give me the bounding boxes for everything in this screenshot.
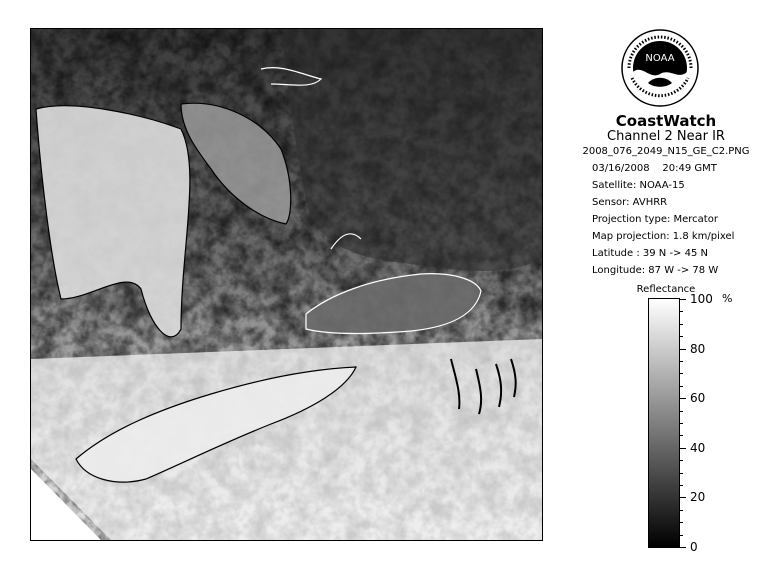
colorbar-minor-tick — [680, 373, 683, 374]
date-text: 03/16/2008 — [592, 163, 650, 174]
colorbar-tick-label: 40 — [690, 440, 706, 455]
colorbar-tick — [680, 398, 686, 399]
colorbar-tick-label: 60 — [690, 391, 706, 406]
longitude-info: Longitude: 87 W -> 78 W — [592, 265, 719, 276]
colorbar-minor-tick — [680, 423, 683, 424]
colorbar-tick — [680, 497, 686, 498]
colorbar-minor-tick — [680, 460, 683, 461]
logo-center-text: NOAA — [645, 53, 675, 64]
colorbar-minor-tick — [680, 386, 683, 387]
colorbar-minor-tick — [680, 324, 683, 325]
map-projection-info: Map projection: 1.8 km/pixel — [592, 231, 735, 242]
channel-label: Channel 2 Near IR — [607, 129, 725, 144]
colorbar-minor-tick — [680, 473, 683, 474]
noaa-logo-icon — [620, 28, 700, 108]
colorbar-minor-tick — [680, 510, 683, 511]
colorbar-tick — [680, 299, 686, 300]
colorbar-unit: % — [722, 292, 733, 305]
latitude-info: Latitude : 39 N -> 45 N — [592, 248, 708, 259]
colorbar-minor-tick — [680, 435, 683, 436]
colorbar-tick-label: 0 — [690, 540, 698, 554]
file-name: 2008_076_2049_N15_GE_C2.PNG — [582, 146, 750, 157]
colorbar-tick — [680, 349, 686, 350]
time-text: 20:49 GMT — [662, 163, 717, 174]
colorbar-minor-tick — [680, 485, 683, 486]
colorbar-tick — [680, 547, 686, 548]
sensor-info: Sensor: AVHRR — [592, 197, 668, 208]
projection-type-info: Projection type: Mercator — [592, 214, 718, 225]
brand-title: CoastWatch — [615, 112, 717, 130]
satellite-info: Satellite: NOAA-15 — [592, 180, 685, 191]
satellite-image — [30, 28, 543, 541]
colorbar-minor-tick — [680, 522, 683, 523]
colorbar-minor-tick — [680, 535, 683, 536]
colorbar-minor-tick — [680, 336, 683, 337]
colorbar-tick — [680, 448, 686, 449]
noaa-logo — [620, 28, 700, 108]
date-time — [592, 163, 717, 174]
colorbar-label: Reflectance — [636, 284, 696, 295]
colorbar-minor-tick — [680, 411, 683, 412]
colorbar-tick-label: 80 — [690, 341, 706, 356]
colorbar-minor-tick — [680, 311, 683, 312]
colorbar-minor-tick — [680, 361, 683, 362]
colorbar-tick-label: 100 — [690, 292, 713, 306]
colorbar — [648, 298, 680, 548]
satellite-image-canvas — [31, 29, 542, 540]
colorbar-tick-label: 20 — [690, 490, 706, 505]
